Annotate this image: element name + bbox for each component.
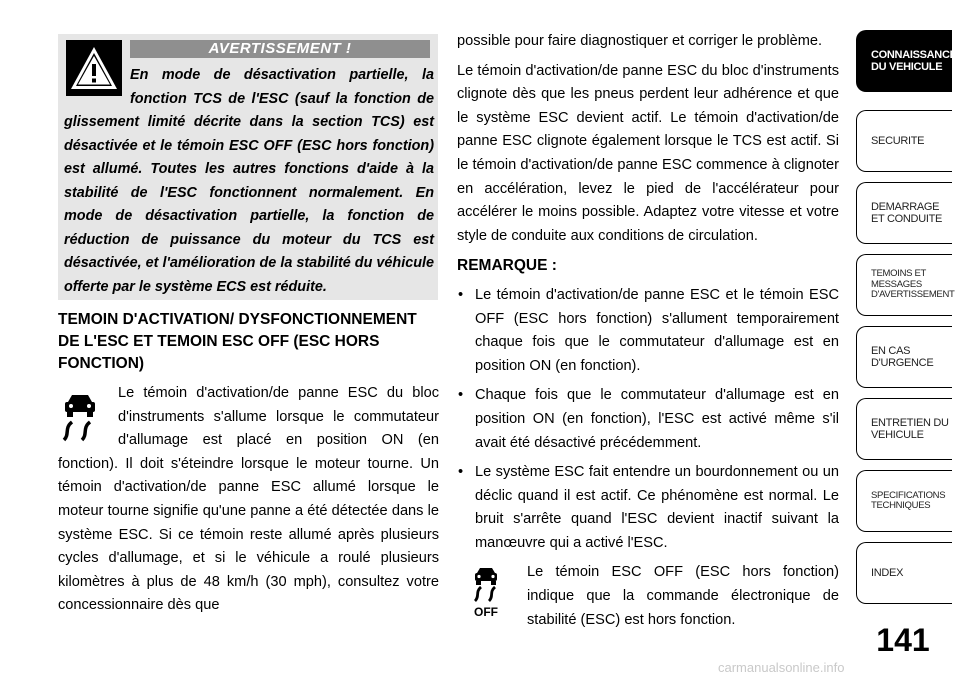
warning-title: AVERTISSEMENT ! (130, 40, 430, 58)
list-item: • Le système ESC fait entendre un bourdonnement ou un déclic quand il est actif. Ce phénomène est normal. Le bruit s'arrête quand l'ESC devient inactif suivant la manœuvre qui a activé l'ESC. (457, 461, 839, 555)
warning-text (64, 64, 434, 299)
left-paragraph-text: Le témoin d'activation/de panne ESC du bloc d'instruments s'allume lorsque le commutateur d'allumage est placé en position ON (en fonction). Il doit s'éteindre lorsque le moteur tourne. Un témoin d'activation/de panne ESC allumé lorsque le moteur tourne signifie qu'une panne a été détectée dans le système ESC. Si ce témoin reste allumé après plusieurs cycles d'allumage, et si le véhicule a roulé plusieurs kilomètres à plus de 48 km/h (30 mph), consultez votre concessionnaire dès que (58, 385, 439, 614)
tab-demarrage-conduite[interactable]: DEMARRAGE ET CONDUITE (856, 182, 952, 244)
tab-connaissance-vehicule[interactable]: CONNAISSANCE DU VEHICULE (856, 30, 952, 92)
tab-temoins-messages[interactable]: TEMOINS ET MESSAGES D'AVERTISSEMENT (856, 254, 952, 316)
remarque-title: REMARQUE : (457, 257, 557, 275)
esc-off-text: Le témoin ESC OFF (ESC hors fonction) indique que la commande électronique de stabilité (ESC) est hors fonction. (527, 564, 839, 628)
tab-specifications-techniques[interactable]: SPECIFICATIONS TECHNIQUES (856, 470, 952, 532)
remarque-list (457, 284, 839, 556)
esc-off-label: OFF (474, 605, 498, 620)
section-heading: TEMOIN D'ACTIVATION/ DYSFONCTIONNEMENT DE L'ESC ET TEMOIN ESC OFF (ESC HORS FONCTION) (58, 311, 417, 372)
page-number: 141 (876, 622, 930, 658)
left-paragraph (58, 382, 439, 618)
watermark: carmanualsonline.info (718, 660, 845, 675)
right-paragraph-2: Le témoin d'activation/de panne ESC du bloc d'instruments clignote dès que les pneus perdent leur adhérence et que le système ESC devient actif. Le témoin d'activation/de panne ESC clignote également lorsque le TCS est actif. Si le témoin d'activation/de panne ESC commence à clignoter en accélération, levez le pied de l'accélérateur pour accélérer le moins possible. Adaptez votre vitesse et votre style de conduite aux conditions de circulation. (457, 62, 839, 244)
esc-off-icon (469, 565, 503, 621)
esc-car-skid-icon (60, 392, 100, 444)
tab-securite[interactable]: SECURITE (856, 110, 952, 172)
right-paragraph-1: possible pour faire diagnostiquer et corriger le problème. (457, 33, 823, 49)
warning-box (58, 34, 438, 300)
right-column (457, 30, 839, 632)
esc-off-row (457, 561, 839, 632)
list-item: • Le témoin d'activation/de panne ESC et le témoin ESC OFF (ESC hors fonction) s'allument temporairement chaque fois que le commutateur d'allumage est en position ON (en fonction). (457, 284, 839, 378)
list-item: • Chaque fois que le commutateur d'allumage est en position ON (en fonction), l'ESC est activé même s'il avait été désactivé précédemment. (457, 384, 839, 455)
warning-text-indent (64, 64, 130, 110)
warning-text-content: En mode de désactivation partielle, la fonction TCS de l'ESC (sauf la fonction de glissement limité décrite dans la section TCS) est désactivée et le témoin ESC OFF (ESC hors fonction) est allumé. Toutes les autres fonctions d'aide à la stabilité de l'ESC fonctionnent normalement. En mode de désactivation partielle, la fonction de réduction de puissance du moteur du TCS est désactivée, et l'amélioration de la stabilité du véhicule offerte par le système ECS est réduite. (64, 67, 434, 295)
tab-index[interactable]: INDEX (856, 542, 952, 604)
tab-entretien-vehicule[interactable]: ENTRETIEN DU VEHICULE (856, 398, 952, 460)
esc-icon-wrapper (58, 382, 118, 452)
tab-en-cas-urgence[interactable]: EN CAS D'URGENCE (856, 326, 952, 388)
